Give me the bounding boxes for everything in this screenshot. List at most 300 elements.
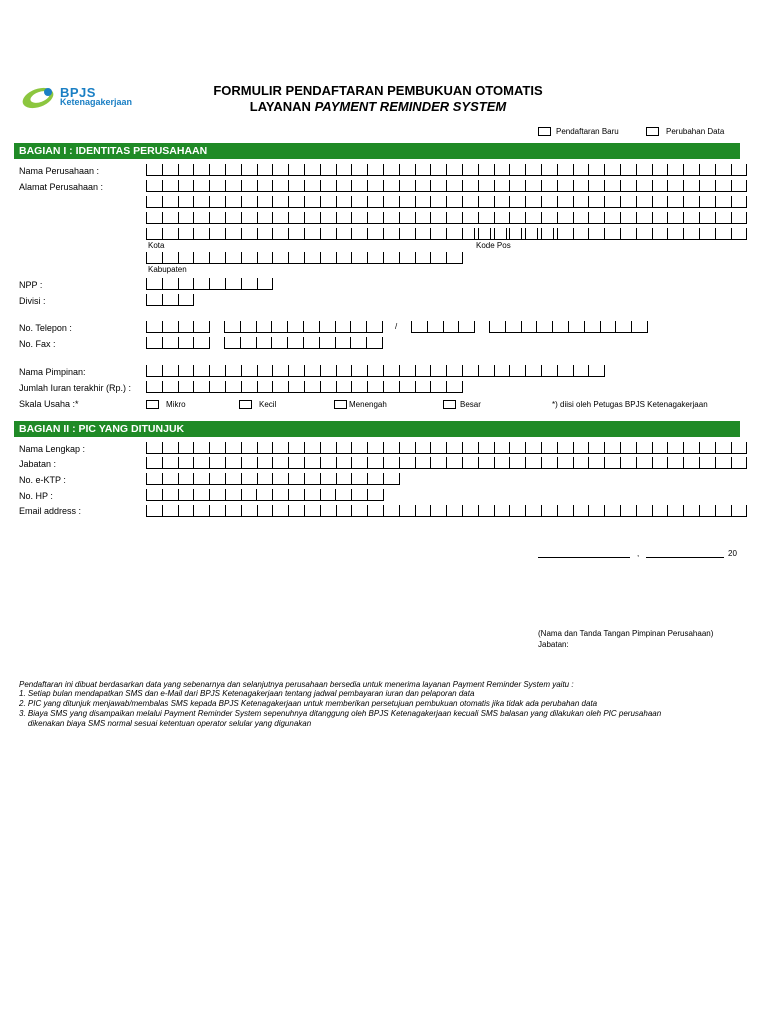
box-divider [367, 212, 368, 224]
box-divider [320, 180, 321, 192]
box-divider [257, 278, 258, 290]
box-divider [557, 365, 558, 377]
box-divider [320, 196, 321, 208]
logo-sub: Ketenagakerjaan [60, 97, 133, 107]
box-divider [525, 505, 526, 517]
box-divider [383, 473, 384, 485]
besar-checkbox[interactable] [443, 400, 456, 409]
box-divider [415, 228, 416, 240]
box-divider [636, 196, 637, 208]
box-divider [367, 164, 368, 176]
box-divider [209, 180, 210, 192]
box-divider [383, 365, 384, 377]
box-divider [699, 196, 700, 208]
box-divider [224, 321, 225, 333]
box-divider [225, 196, 226, 208]
box-divider [351, 381, 352, 393]
box-divider [541, 164, 542, 176]
box-divider [573, 228, 574, 240]
box-divider [446, 381, 447, 393]
box-divider [193, 294, 194, 306]
box-divider [288, 180, 289, 192]
box-divider [303, 321, 304, 333]
fax-area-boxes[interactable] [146, 337, 209, 349]
box-divider [462, 252, 463, 264]
box-divider [351, 365, 352, 377]
box-divider [383, 442, 384, 454]
box-divider [336, 180, 337, 192]
box-divider [430, 228, 431, 240]
email-label: Email address : [19, 506, 82, 516]
box-divider [652, 196, 653, 208]
box-divider [146, 489, 147, 501]
box-divider [225, 442, 226, 454]
box-divider [336, 442, 337, 454]
box-divider [272, 180, 273, 192]
box-divider [336, 365, 337, 377]
box-divider [509, 180, 510, 192]
box-divider [382, 337, 383, 349]
box-divider [241, 442, 242, 454]
box-divider [162, 489, 163, 501]
box-divider [537, 228, 538, 240]
box-divider [667, 164, 668, 176]
box-divider [525, 164, 526, 176]
box-divider [350, 337, 351, 349]
box-divider [241, 196, 242, 208]
box-divider [683, 457, 684, 469]
box-divider [288, 489, 289, 501]
box-divider [271, 337, 272, 349]
box-divider [304, 442, 305, 454]
box-divider [272, 489, 273, 501]
box-divider [568, 321, 569, 333]
box-divider [241, 489, 242, 501]
box-divider [178, 164, 179, 176]
box-divider [652, 457, 653, 469]
box-divider [604, 365, 605, 377]
box-divider [225, 278, 226, 290]
box-divider [320, 164, 321, 176]
box-divider [494, 164, 495, 176]
box-divider [731, 196, 732, 208]
box-divider [288, 442, 289, 454]
box-divider [636, 164, 637, 176]
skala-note: *) diisi oleh Petugas BPJS Ketenagakerjaan [552, 400, 708, 409]
box-divider [287, 337, 288, 349]
box-divider [715, 505, 716, 517]
box-divider [225, 473, 226, 485]
box-divider [366, 321, 367, 333]
box-divider [304, 457, 305, 469]
box-divider [320, 228, 321, 240]
box-divider [478, 505, 479, 517]
divisi-boxes[interactable] [146, 294, 193, 306]
box-divider [588, 365, 589, 377]
box-divider [699, 212, 700, 224]
box-divider [509, 442, 510, 454]
no-ektp-boxes[interactable] [146, 473, 399, 485]
box-divider [588, 212, 589, 224]
box-divider [415, 457, 416, 469]
box-divider [336, 252, 337, 264]
box-divider [573, 457, 574, 469]
alamat-line-1-boxes[interactable] [146, 180, 746, 192]
nama-lengkap-boxes[interactable] [146, 442, 746, 454]
box-divider [146, 442, 147, 454]
box-divider [588, 180, 589, 192]
box-divider [383, 196, 384, 208]
alamat-line-3-boxes[interactable] [146, 212, 746, 224]
box-divider [383, 180, 384, 192]
box-divider [588, 164, 589, 176]
box-divider [521, 228, 522, 240]
box-divider [178, 212, 179, 224]
box-divider [209, 365, 210, 377]
box-divider [272, 196, 273, 208]
box-divider [367, 180, 368, 192]
box-divider [494, 365, 495, 377]
box-divider [620, 212, 621, 224]
box-divider [683, 505, 684, 517]
box-divider [699, 442, 700, 454]
box-divider [224, 337, 225, 349]
menengah-checkbox[interactable] [334, 400, 347, 409]
box-divider [746, 212, 747, 224]
box-divider [446, 180, 447, 192]
mikro-checkbox[interactable] [146, 400, 159, 409]
box-divider [557, 164, 558, 176]
box-divider [557, 442, 558, 454]
box-divider [731, 164, 732, 176]
box-divider [241, 180, 242, 192]
box-divider [557, 180, 558, 192]
box-divider [178, 278, 179, 290]
box-divider [351, 212, 352, 224]
box-divider [430, 252, 431, 264]
box-divider [552, 321, 553, 333]
box-divider [241, 228, 242, 240]
box-divider [225, 252, 226, 264]
box-divider [367, 252, 368, 264]
box-divider [193, 252, 194, 264]
box-divider [667, 212, 668, 224]
box-divider [536, 321, 537, 333]
box-divider [209, 505, 210, 517]
box-divider [193, 278, 194, 290]
box-divider [225, 457, 226, 469]
box-divider [557, 505, 558, 517]
box-divider [209, 442, 210, 454]
box-divider [367, 473, 368, 485]
box-divider [367, 505, 368, 517]
box-divider [474, 321, 475, 333]
box-divider [209, 337, 210, 349]
box-divider [209, 381, 210, 393]
box-baseline [146, 376, 604, 377]
box-divider [430, 505, 431, 517]
box-divider [225, 365, 226, 377]
box-divider [415, 196, 416, 208]
box-divider [683, 164, 684, 176]
box-divider [225, 180, 226, 192]
box-divider [636, 228, 637, 240]
box-divider [446, 196, 447, 208]
box-divider [462, 228, 463, 240]
kabupaten-label: Kabupaten [148, 265, 187, 274]
box-divider [509, 164, 510, 176]
kabupaten-boxes[interactable] [146, 252, 462, 264]
signature-year: 20 [728, 549, 737, 558]
box-divider [525, 457, 526, 469]
box-divider [288, 164, 289, 176]
box-divider [193, 164, 194, 176]
box-divider [146, 505, 147, 517]
box-divider [604, 228, 605, 240]
box-divider [178, 381, 179, 393]
no-hp-number-boxes[interactable] [209, 489, 383, 501]
box-divider [178, 473, 179, 485]
box-divider [383, 228, 384, 240]
box-divider [162, 278, 163, 290]
box-divider [367, 489, 368, 501]
box-divider [367, 365, 368, 377]
box-divider [620, 457, 621, 469]
box-divider [257, 164, 258, 176]
box-divider [699, 505, 700, 517]
box-divider [604, 505, 605, 517]
pendaftaran-baru-label: Pendaftaran Baru [556, 127, 619, 136]
box-divider [272, 278, 273, 290]
box-divider [615, 321, 616, 333]
box-divider [146, 457, 147, 469]
box-divider [541, 365, 542, 377]
box-divider [620, 196, 621, 208]
jabatan-boxes[interactable] [146, 457, 746, 469]
fax-number-boxes[interactable] [224, 337, 382, 349]
box-divider [146, 164, 147, 176]
alamat-line-2-boxes[interactable] [146, 196, 746, 208]
kota-label: Kota [148, 241, 165, 250]
box-divider [715, 228, 716, 240]
box-divider [146, 294, 147, 306]
box-divider [288, 381, 289, 393]
signature-date-line[interactable] [646, 557, 724, 558]
box-divider [573, 505, 574, 517]
box-divider [505, 321, 506, 333]
box-divider [367, 442, 368, 454]
box-divider [683, 212, 684, 224]
box-divider [446, 252, 447, 264]
section-1-header: BAGIAN I : IDENTITAS PERUSAHAAN [14, 143, 740, 159]
box-divider [193, 473, 194, 485]
box-divider [383, 164, 384, 176]
box-divider [287, 321, 288, 333]
box-divider [525, 442, 526, 454]
box-divider [604, 196, 605, 208]
box-divider [446, 164, 447, 176]
box-divider [588, 457, 589, 469]
signature-place-line[interactable] [538, 557, 630, 558]
box-divider [604, 442, 605, 454]
telepon-ext-boxes[interactable] [411, 321, 474, 333]
box-divider [573, 365, 574, 377]
box-divider [521, 321, 522, 333]
kecil-checkbox[interactable] [239, 400, 252, 409]
box-divider [446, 212, 447, 224]
npp-boxes[interactable] [146, 278, 272, 290]
box-divider [178, 252, 179, 264]
box-divider [494, 457, 495, 469]
box-divider [462, 212, 463, 224]
box-divider [557, 228, 558, 240]
box-divider [162, 212, 163, 224]
box-divider [304, 365, 305, 377]
box-divider [257, 442, 258, 454]
box-divider [193, 196, 194, 208]
box-divider [288, 365, 289, 377]
box-divider [620, 164, 621, 176]
box-divider [146, 212, 147, 224]
box-divider [178, 180, 179, 192]
box-divider [731, 228, 732, 240]
box-divider [209, 321, 210, 333]
box-divider [478, 164, 479, 176]
box-divider [288, 196, 289, 208]
nama-pimpinan-boxes[interactable] [146, 365, 604, 377]
box-divider [257, 457, 258, 469]
box-divider [225, 489, 226, 501]
kota-boxes[interactable] [146, 228, 746, 240]
box-divider [494, 505, 495, 517]
box-divider [367, 228, 368, 240]
box-divider [588, 505, 589, 517]
box-divider [304, 212, 305, 224]
box-divider [399, 381, 400, 393]
telepon-number-boxes[interactable] [224, 321, 382, 333]
box-divider [193, 321, 194, 333]
subtitle-prefix: LAYANAN [249, 99, 315, 114]
box-divider [335, 321, 336, 333]
box-divider [584, 321, 585, 333]
box-divider [731, 457, 732, 469]
kode-pos-boxes[interactable] [474, 228, 553, 240]
box-divider [241, 473, 242, 485]
kecil-label: Kecil [259, 400, 277, 409]
box-divider [304, 505, 305, 517]
box-divider [178, 505, 179, 517]
box-divider [351, 457, 352, 469]
box-divider [746, 196, 747, 208]
box-divider [193, 505, 194, 517]
box-divider [162, 505, 163, 517]
no-hp-area-boxes[interactable] [146, 489, 209, 501]
box-divider [478, 457, 479, 469]
box-divider [193, 180, 194, 192]
email-boxes[interactable] [146, 505, 746, 517]
box-divider [462, 365, 463, 377]
box-divider [557, 196, 558, 208]
box-divider [746, 442, 747, 454]
box-divider [494, 212, 495, 224]
box-divider [288, 457, 289, 469]
box-divider [257, 365, 258, 377]
mikro-label: Mikro [166, 400, 186, 409]
no-hp-label: No. HP : [19, 491, 53, 501]
box-divider [272, 212, 273, 224]
box-divider [272, 505, 273, 517]
box-divider [430, 196, 431, 208]
box-divider [415, 365, 416, 377]
box-divider [446, 228, 447, 240]
box-divider [631, 321, 632, 333]
kode-pos-label: Kode Pos [476, 241, 511, 250]
box-divider [351, 505, 352, 517]
box-divider [415, 442, 416, 454]
box-divider [241, 505, 242, 517]
box-divider [746, 180, 747, 192]
nama-lengkap-label: Nama Lengkap : [19, 444, 86, 454]
box-divider [272, 457, 273, 469]
box-divider [241, 381, 242, 393]
box-divider [731, 505, 732, 517]
box-divider [225, 164, 226, 176]
box-divider [667, 228, 668, 240]
box-divider [178, 489, 179, 501]
nama-perusahaan-boxes[interactable] [146, 164, 746, 176]
footer-item-1: 1. Setiap bulan mendapatkan SMS dan e-Mail dari BPJS Ketenagakerjaan tentang jadwal pembayaran iuran dan pelaporan data [19, 689, 475, 698]
box-divider [746, 457, 747, 469]
section-2-header: BAGIAN II : PIC YANG DITUNJUK [14, 421, 740, 437]
box-divider [557, 457, 558, 469]
jumlah-iuran-label: Jumlah Iuran terakhir (Rp.) : [19, 383, 132, 393]
jumlah-iuran-boxes[interactable] [146, 381, 462, 393]
perubahan-data-checkbox[interactable] [646, 127, 659, 136]
telepon-area-boxes[interactable] [146, 321, 209, 333]
box-divider [193, 228, 194, 240]
box-divider [336, 457, 337, 469]
box-divider [209, 252, 210, 264]
box-divider [415, 180, 416, 192]
box-divider [178, 196, 179, 208]
box-divider [320, 442, 321, 454]
box-divider [336, 473, 337, 485]
box-divider [320, 505, 321, 517]
box-divider [636, 457, 637, 469]
box-divider [715, 212, 716, 224]
box-divider [146, 337, 147, 349]
box-divider [209, 228, 210, 240]
box-divider [652, 442, 653, 454]
box-divider [399, 252, 400, 264]
box-divider [146, 180, 147, 192]
box-divider [683, 196, 684, 208]
box-divider [446, 457, 447, 469]
box-divider [209, 278, 210, 290]
box-divider [367, 381, 368, 393]
box-divider [699, 228, 700, 240]
box-divider [683, 442, 684, 454]
box-divider [146, 252, 147, 264]
telepon-2-boxes[interactable] [489, 321, 647, 333]
box-divider [288, 252, 289, 264]
box-divider [430, 365, 431, 377]
pendaftaran-baru-checkbox[interactable] [538, 127, 551, 136]
box-divider [162, 457, 163, 469]
box-divider [731, 212, 732, 224]
box-divider [257, 228, 258, 240]
box-divider [474, 228, 475, 240]
